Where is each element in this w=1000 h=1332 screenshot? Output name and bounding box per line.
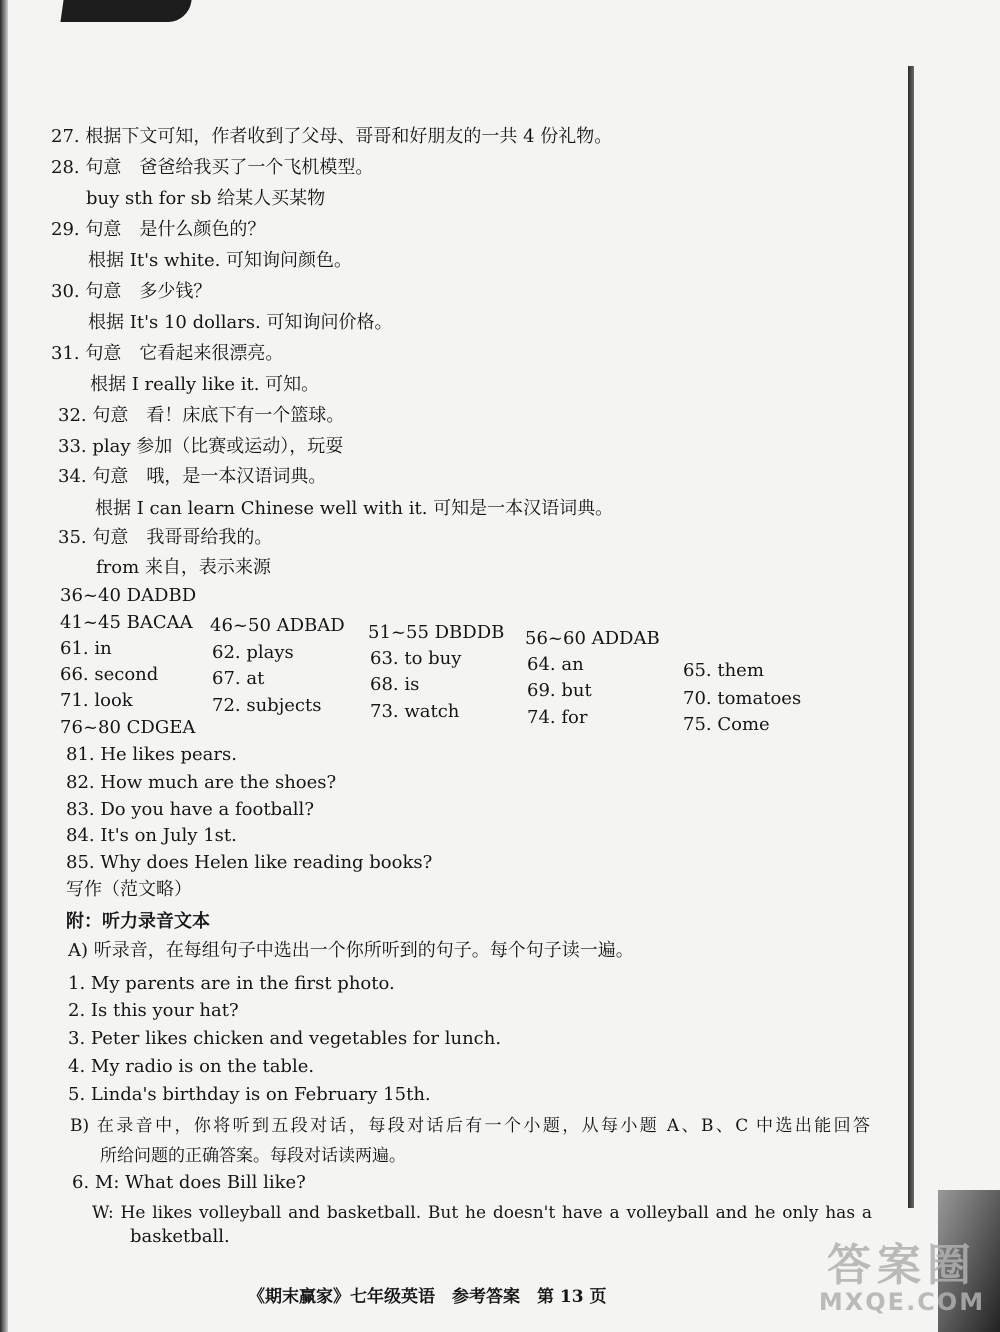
listening-a5: 5. Linda's birthday is on February 15th.	[68, 1084, 431, 1105]
blank-answer: 72. subjects	[212, 695, 322, 716]
answer-27: 27. 根据下文可知，作者收到了父母、哥哥和好朋友的一共 4 份礼物。	[51, 126, 613, 147]
answer-81: 81. He likes pears.	[66, 744, 237, 765]
answer-key-41-45: 41~45 BACAA	[60, 612, 193, 633]
watermark-url: MXQE.COM	[818, 1288, 986, 1316]
listening-a1: 1. My parents are in the first photo.	[68, 973, 395, 994]
listening-section-b: B) 在录音中，你将听到五段对话，每段对话后有一个小题，从每小题 A、B、C 中选出能回答	[70, 1116, 870, 1136]
blank-answer: 65. them	[683, 660, 764, 681]
blank-answer: 69. but	[527, 680, 592, 701]
blank-answer: 73. watch	[370, 701, 460, 722]
answer-35: 35. 句意 我哥哥给我的。	[58, 527, 273, 548]
answer-32: 32. 句意 看！床底下有一个篮球。	[58, 405, 345, 426]
answer-28-note: buy sth for sb 给某人买某物	[86, 188, 326, 209]
blank-answer: 61. in	[60, 638, 112, 659]
answer-34-note: 根据 I can learn Chinese well with it. 可知是一本汉语词典。	[95, 498, 614, 519]
answer-28: 28. 句意 爸爸给我买了一个飞机模型。	[51, 157, 374, 178]
listening-section-b-cont: 所给问题的正确答案。每段对话读两遍。	[100, 1146, 406, 1166]
answer-key-76-80: 76~80 CDGEA	[60, 717, 196, 738]
answer-30: 30. 句意 多少钱？	[51, 281, 212, 302]
page-footer: 《期末赢家》七年级英语 参考答案 第 13 页	[248, 1287, 607, 1307]
watermark-logo	[812, 1240, 992, 1328]
answer-34: 34. 句意 哦，是一本汉语词典。	[58, 466, 327, 487]
answer-key-51-55: 51~55 DBDDB	[368, 622, 505, 643]
answer-key-46-50: 46~50 ADBAD	[210, 615, 345, 636]
blank-answer: 64. an	[527, 654, 584, 675]
answer-29: 29. 句意 是什么颜色的？	[51, 219, 266, 240]
listening-b6-woman: W: He likes volleyball and basketball. But he doesn't have a volleyball and he only has a	[92, 1203, 872, 1223]
blank-answer: 62. plays	[212, 642, 294, 663]
blank-answer: 66. second	[60, 664, 159, 685]
answer-31-note: 根据 I really like it. 可知。	[90, 374, 320, 395]
answer-82: 82. How much are the shoes?	[66, 772, 337, 793]
answer-83: 83. Do you have a football?	[66, 799, 314, 820]
answer-key-56-60: 56~60 ADDAB	[525, 628, 660, 649]
answer-33: 33. play 参加（比赛或运动），玩耍	[58, 436, 344, 457]
blank-answer: 70. tomatoes	[683, 688, 802, 709]
blank-answer: 67. at	[212, 668, 265, 689]
answer-84: 84. It's on July 1st.	[66, 825, 237, 846]
listening-a2: 2. Is this your hat?	[68, 1000, 239, 1021]
blank-answer: 68. is	[370, 674, 420, 695]
watermark-logo-text: 答案圈	[827, 1240, 977, 1291]
answer-30-note: 根据 It's 10 dollars. 可知询问价格。	[88, 312, 393, 333]
answer-31: 31. 句意 它看起来很漂亮。	[51, 343, 284, 364]
answer-85: 85. Why does Helen like reading books?	[66, 852, 433, 873]
blank-answer: 74. for	[527, 707, 588, 728]
listening-heading: 附：听力录音文本	[66, 911, 210, 932]
blank-answer: 63. to buy	[370, 648, 462, 669]
listening-a3: 3. Peter likes chicken and vegetables for lunch.	[68, 1028, 502, 1049]
binding-edge	[908, 66, 914, 1208]
writing-note: 写作（范文略）	[66, 879, 192, 900]
answer-key-36-40: 36~40 DADBD	[60, 585, 197, 606]
listening-b6-woman-cont: basketball.	[130, 1226, 230, 1247]
listening-b6-man: 6. M: What does Bill like?	[72, 1172, 306, 1193]
page-edge-shadow	[0, 0, 8, 1332]
listening-section-a: A) 听录音，在每组句子中选出一个你所听到的句子。每个句子读一遍。	[68, 940, 634, 961]
listening-a4: 4. My radio is on the table.	[68, 1056, 315, 1077]
scan-smear	[60, 0, 191, 22]
answer-29-note: 根据 It's white. 可知询问颜色。	[88, 250, 353, 271]
answer-35-note: from 来自，表示来源	[96, 557, 271, 578]
blank-answer: 75. Come	[683, 714, 770, 735]
blank-answer: 71. look	[60, 690, 133, 711]
